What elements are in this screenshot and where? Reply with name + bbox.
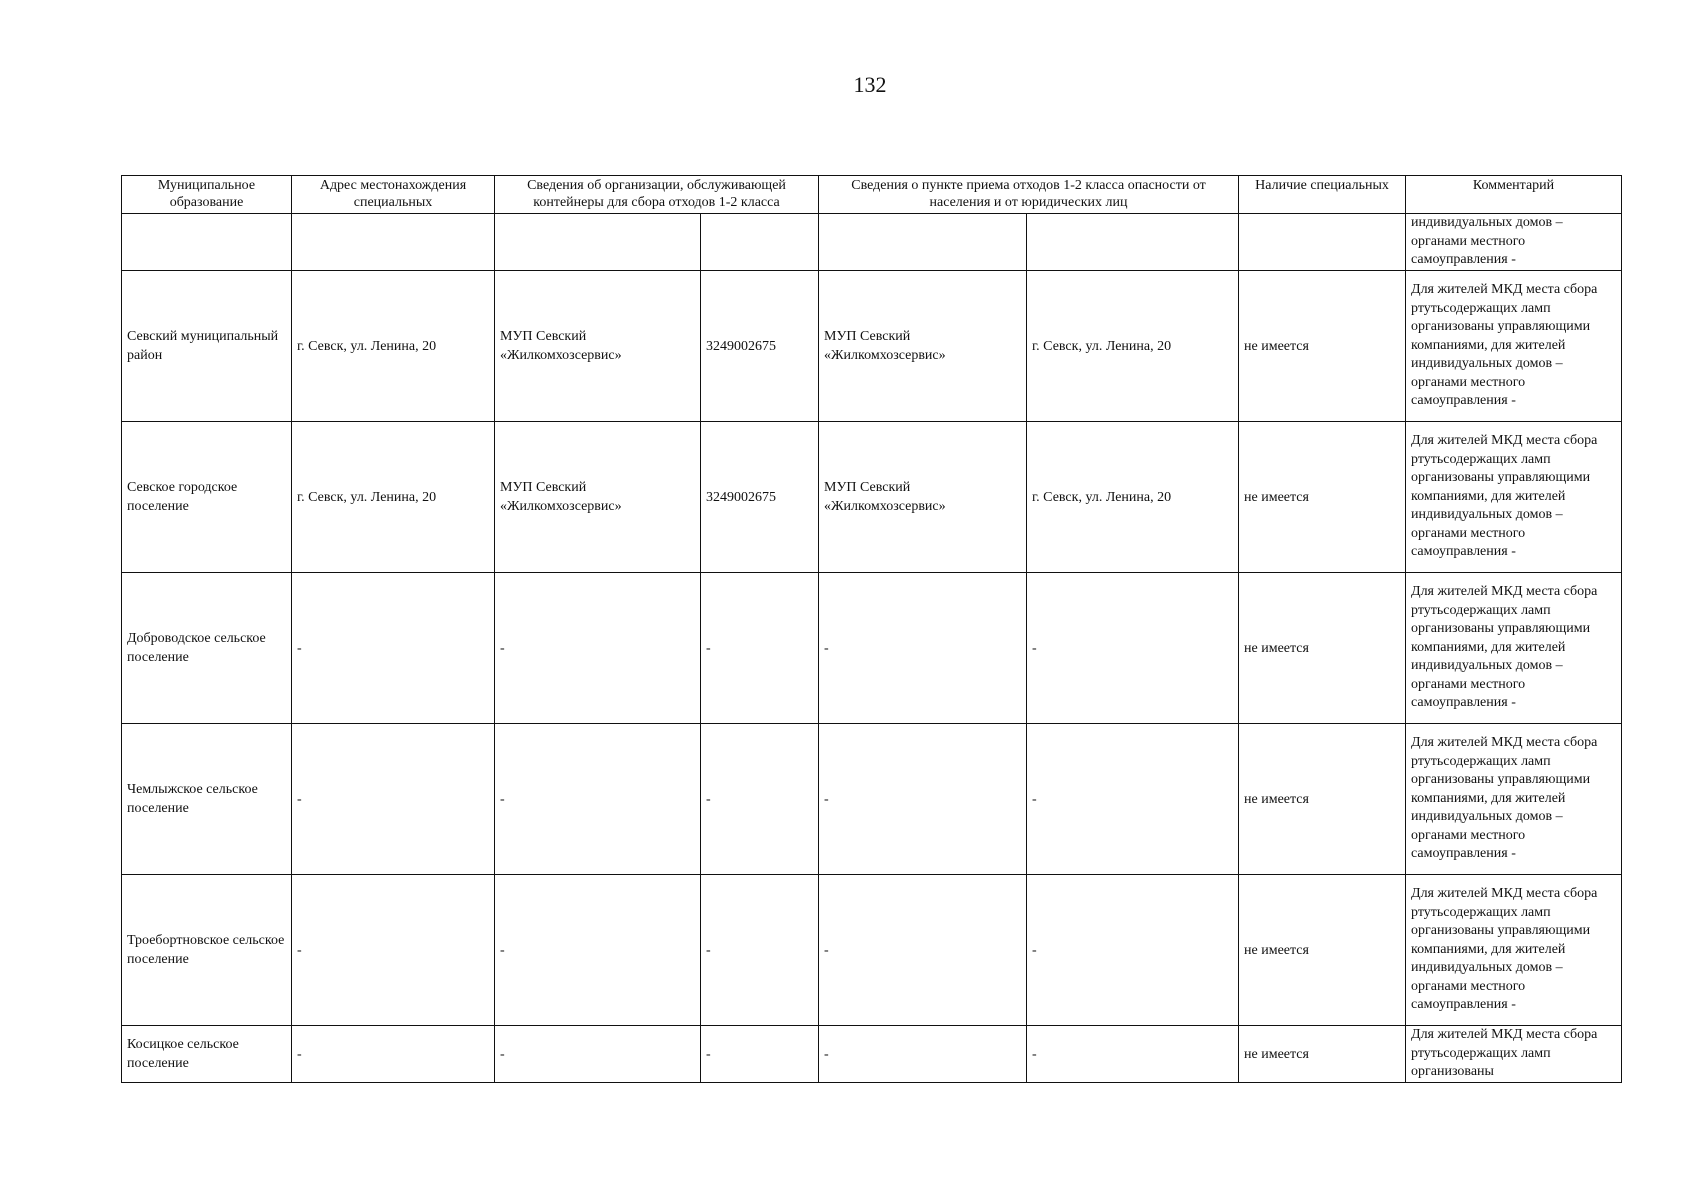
table-row xyxy=(122,271,1622,422)
cell-org-inn: - xyxy=(701,1026,819,1083)
cell-org-name: - xyxy=(495,724,701,875)
header-point: Сведения о пункте приема отходов 1-2 класса опасности от населения и от юридических лиц xyxy=(819,176,1239,214)
cell-org-inn: - xyxy=(701,573,819,724)
waste-collection-table xyxy=(121,175,1622,1083)
table-row xyxy=(122,724,1622,875)
cell-comment: Для жителей МКД места сбора ртутьсодержащих ламп организованы управляющими компаниями, для жителей индивидуальных домов – органами местного самоуправления - xyxy=(1406,422,1622,573)
header-comment: Комментарий xyxy=(1406,176,1622,214)
empty-cell xyxy=(495,214,701,271)
cell-point-address: - xyxy=(1027,1026,1239,1083)
cell-availability: не имеется xyxy=(1239,724,1406,875)
cell-org-name: МУП Севский «Жилкомхозсервис» xyxy=(495,422,701,573)
cell-point-address: - xyxy=(1027,724,1239,875)
cell-address: - xyxy=(292,875,495,1026)
table-body xyxy=(122,214,1622,1083)
header-org: Сведения об организации, обслуживающей контейнеры для сбора отходов 1-2 класса xyxy=(495,176,819,214)
header-availability: Наличие специальных xyxy=(1239,176,1406,214)
cell-comment: Для жителей МКД места сбора ртутьсодержащих ламп организованы управляющими компаниями, для жителей индивидуальных домов – органами местного самоуправления - xyxy=(1406,573,1622,724)
cell-point-address: г. Севск, ул. Ленина, 20 xyxy=(1027,422,1239,573)
empty-cell xyxy=(292,214,495,271)
page-number: 132 xyxy=(853,72,887,97)
cell-address: г. Севск, ул. Ленина, 20 xyxy=(292,271,495,422)
cell-org-inn: 3249002675 xyxy=(701,271,819,422)
cell-comment: Для жителей МКД места сбора ртутьсодержащих ламп организованы управляющими компаниями, для жителей индивидуальных домов – органами местного самоуправления - xyxy=(1406,271,1622,422)
cell-availability: не имеется xyxy=(1239,1026,1406,1083)
cell-availability: не имеется xyxy=(1239,271,1406,422)
cell-municipality: Севское городское поселение xyxy=(122,422,292,573)
empty-cell xyxy=(701,214,819,271)
cell-municipality: Севский муниципальный район xyxy=(122,271,292,422)
cell-org-name: - xyxy=(495,573,701,724)
empty-cell xyxy=(1027,214,1239,271)
cell-municipality: Доброводское сельское поселение xyxy=(122,573,292,724)
continuation-comment: индивидуальных домов – органами местного самоуправления - xyxy=(1406,214,1622,271)
cell-point-name: - xyxy=(819,875,1027,1026)
cell-municipality: Чемлыжское сельское поселение xyxy=(122,724,292,875)
cell-address: - xyxy=(292,573,495,724)
cell-municipality: Троебортновское сельское поселение xyxy=(122,875,292,1026)
cell-org-inn: - xyxy=(701,875,819,1026)
cell-comment: Для жителей МКД места сбора ртутьсодержащих ламп организованы управляющими компаниями, для жителей индивидуальных домов – органами местного самоуправления - xyxy=(1406,875,1622,1026)
header-municipality: Муниципальное образование xyxy=(122,176,292,214)
table-row xyxy=(122,573,1622,724)
cell-address: - xyxy=(292,724,495,875)
cell-address: г. Севск, ул. Ленина, 20 xyxy=(292,422,495,573)
cell-point-name: - xyxy=(819,1026,1027,1083)
table-row xyxy=(122,875,1622,1026)
cell-comment: Для жителей МКД места сбора ртутьсодержащих ламп организованы xyxy=(1406,1026,1622,1083)
cell-availability: не имеется xyxy=(1239,875,1406,1026)
cell-org-name: - xyxy=(495,875,701,1026)
cell-point-address: - xyxy=(1027,875,1239,1026)
cell-point-name: - xyxy=(819,724,1027,875)
table-row xyxy=(122,422,1622,573)
empty-cell xyxy=(1239,214,1406,271)
cell-point-address: г. Севск, ул. Ленина, 20 xyxy=(1027,271,1239,422)
header-address: Адрес местонахождения специальных xyxy=(292,176,495,214)
cell-org-name: - xyxy=(495,1026,701,1083)
cell-point-name: МУП Севский «Жилкомхозсервис» xyxy=(819,422,1027,573)
cell-point-name: МУП Севский «Жилкомхозсервис» xyxy=(819,271,1027,422)
empty-cell xyxy=(122,214,292,271)
cell-comment: Для жителей МКД места сбора ртутьсодержащих ламп организованы управляющими компаниями, для жителей индивидуальных домов – органами местного самоуправления - xyxy=(1406,724,1622,875)
cell-availability: не имеется xyxy=(1239,422,1406,573)
cell-org-inn: 3249002675 xyxy=(701,422,819,573)
cell-org-name: МУП Севский «Жилкомхозсервис» xyxy=(495,271,701,422)
cell-availability: не имеется xyxy=(1239,573,1406,724)
table-row xyxy=(122,1026,1622,1083)
empty-cell xyxy=(819,214,1027,271)
cell-org-inn: - xyxy=(701,724,819,875)
header-row xyxy=(122,176,1622,214)
cell-point-address: - xyxy=(1027,573,1239,724)
cell-address: - xyxy=(292,1026,495,1083)
cell-point-name: - xyxy=(819,573,1027,724)
cell-municipality: Косицкое сельское поселение xyxy=(122,1026,292,1083)
continuation-row xyxy=(122,214,1622,271)
